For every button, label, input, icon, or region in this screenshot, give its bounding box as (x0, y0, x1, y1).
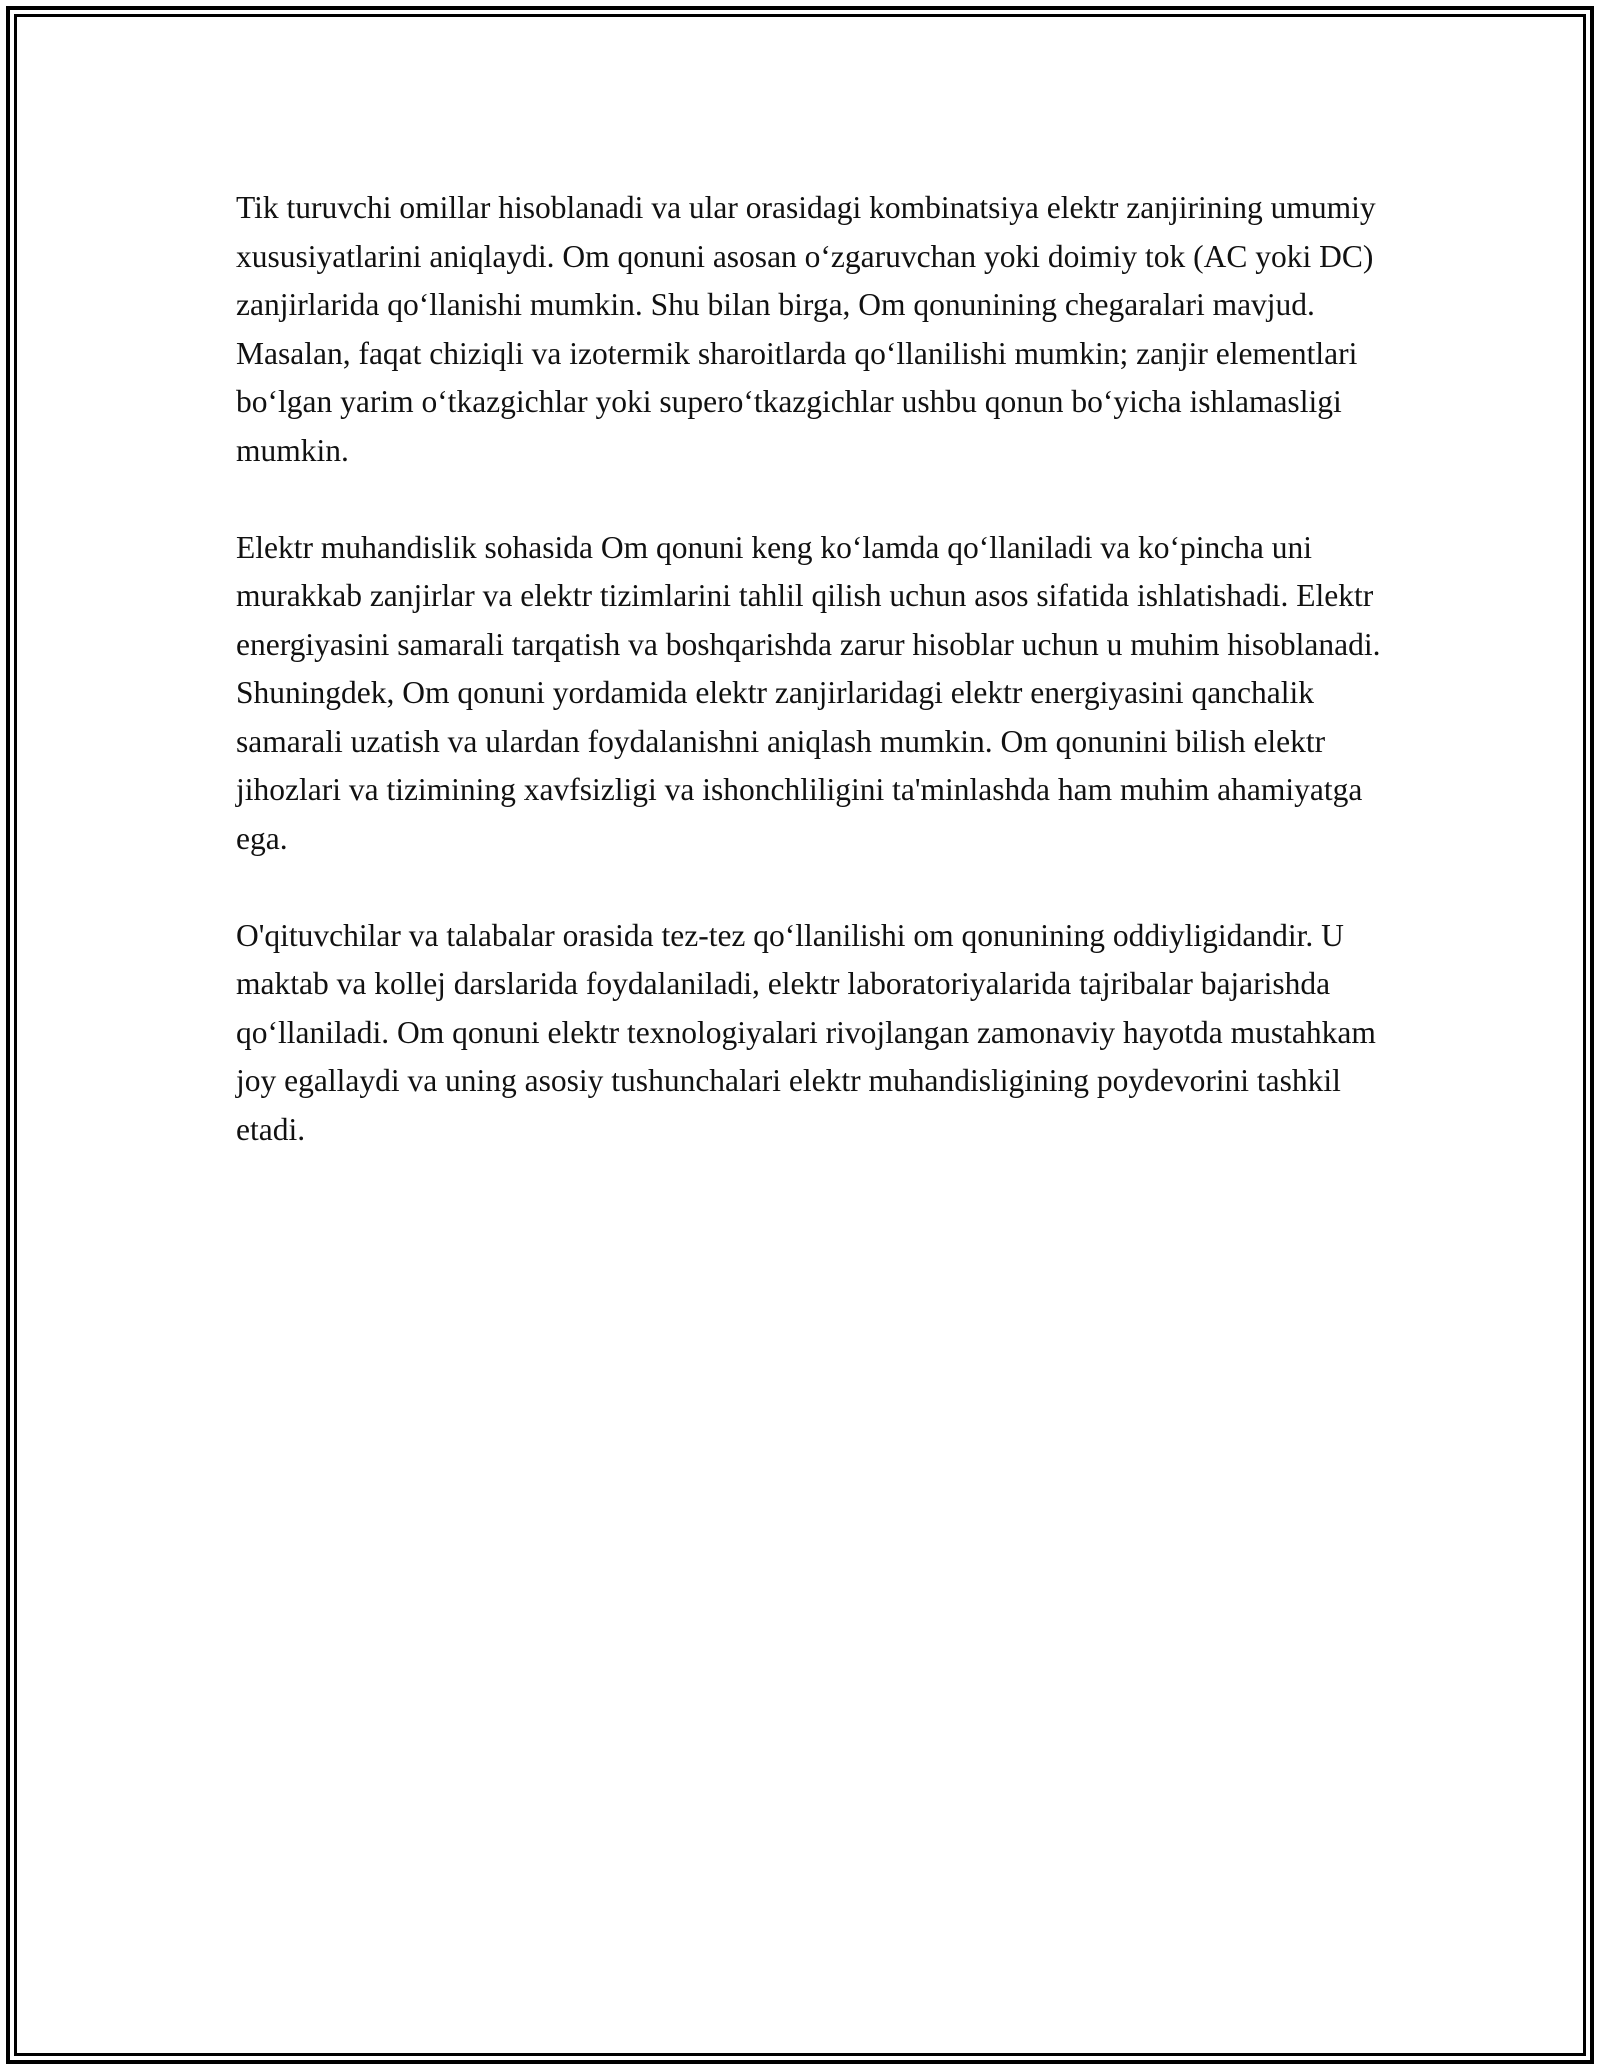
document-body (236, 184, 1416, 1203)
paragraph-1: Tik turuvchi omillar hisoblanadi va ular orasidagi kombinatsiya elektr zanjirining umumiy xususiyatlarini aniqlaydi. Om qonuni asosan o‘zgaruvchan yoki doimiy tok (AC yoki DC) zanjirlarida qo‘llanishi mumkin. Shu bilan birga, Om qonunining chegaralari mavjud. Masalan, faqat chiziqli va izotermik sharoitlarda qo‘llanilishi mumkin; zanjir elementlari bo‘lgan yarim o‘tkazgichlar yoki supero‘tkazgichlar ushbu qonun bo‘yicha ishlamasligi mumkin. (236, 190, 1376, 468)
paragraph-2: Elektr muhandislik sohasida Om qonuni keng ko‘lamda qo‘llaniladi va ko‘pincha uni murakkab zanjirlar va elektr tizimlarini tahlil qilish uchun asos sifatida ishlatishadi. Elektr energiyasini samarali tarqatish va boshqarishda zarur hisoblar uchun u muhim hisoblanadi. Shuningdek, Om qonuni yordamida elektr zanjirlaridagi elektr energiyasini qanchalik samarali uzatish va ulardan foydalanishni aniqlash mumkin. Om qonunini bilish elektr jihozlari va tizimining xavfsizligi va ishonchliligini ta'minlashda ham muhim ahamiyatga ega. (236, 529, 1381, 856)
paragraph-3: O'qituvchilar va talabalar orasida tez-tez qo‘llanilishi om qonunining oddiyligidandir. U maktab va kollej darslarida foydalaniladi, elektr laboratoriyalarida tajribalar bajarishda qo‘llaniladi. Om qonuni elektr texnologiyalari rivojlangan zamonaviy hayotda mustahkam joy egallaydi va uning asosiy tushunchalari elektr muhandisligining poydevorini tashkil etadi. (236, 917, 1376, 1147)
